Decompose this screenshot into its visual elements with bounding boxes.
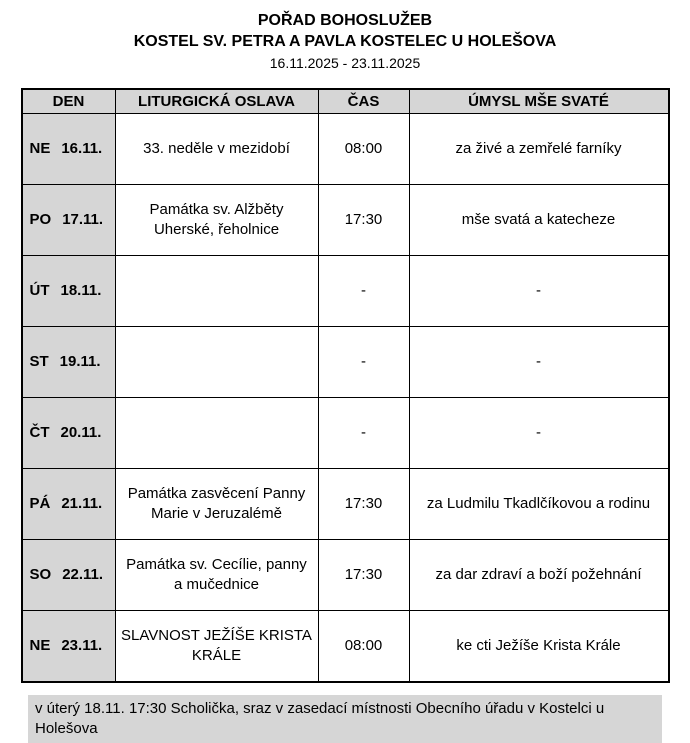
time-cell: - xyxy=(318,327,409,398)
day-date: 21.11. xyxy=(61,495,103,512)
day-cell xyxy=(22,611,116,683)
day-abbrev: ST xyxy=(29,353,49,370)
celebration-cell: SLAVNOST JEŽÍŠE KRISTA KRÁLE xyxy=(115,611,318,683)
day-abbrev: NE xyxy=(29,140,51,157)
intention-cell: mše svatá a katecheze xyxy=(409,185,669,256)
column-header-den: DEN xyxy=(22,89,116,114)
table-row xyxy=(22,185,669,256)
time-cell: 17:30 xyxy=(318,540,409,611)
day-cell xyxy=(22,398,116,469)
intention-cell: ke cti Ježíše Krista Krále xyxy=(409,611,669,683)
footer-note: v úterý 18.11. 17:30 Scholička, sraz v zasedací místnosti Obecního úřadu v Kostelci u Holešova xyxy=(28,695,662,743)
table-row xyxy=(22,327,669,398)
intention-cell: - xyxy=(409,398,669,469)
date-range: 16.11.2025 - 23.11.2025 xyxy=(269,55,421,71)
day-date: 17.11. xyxy=(62,211,104,228)
intention-cell: - xyxy=(409,327,669,398)
intention-cell: za dar zdraví a boží požehnání xyxy=(409,540,669,611)
day-date: 19.11. xyxy=(59,353,101,370)
celebration-cell: Památka sv. Alžběty Uherské, řeholnice xyxy=(115,185,318,256)
day-cell xyxy=(22,114,116,185)
table-row xyxy=(22,611,669,683)
document-header xyxy=(0,0,690,73)
time-cell: 17:30 xyxy=(318,185,409,256)
day-date: 22.11. xyxy=(62,566,104,583)
intention-cell: - xyxy=(409,256,669,327)
day-abbrev: NE xyxy=(29,637,51,654)
day-abbrev: PÁ xyxy=(29,495,51,512)
day-abbrev: SO xyxy=(29,566,52,583)
column-header-intention: ÚMYSL MŠE SVATÉ xyxy=(409,89,669,114)
column-header-time: ČAS xyxy=(318,89,409,114)
celebration-cell: 33. neděle v mezidobí xyxy=(115,114,318,185)
intention-cell: za Ludmilu Tkadlčíkovou a rodinu xyxy=(409,469,669,540)
celebration-cell: Památka zasvěcení Panny Marie v Jeruzalémě xyxy=(115,469,318,540)
day-date: 20.11. xyxy=(60,424,102,441)
table-header-row xyxy=(22,89,669,114)
time-cell: 08:00 xyxy=(318,114,409,185)
time-cell: 08:00 xyxy=(318,611,409,683)
table-row xyxy=(22,114,669,185)
time-cell: 17:30 xyxy=(318,469,409,540)
day-abbrev: PO xyxy=(29,211,52,228)
table-row xyxy=(22,540,669,611)
day-cell xyxy=(22,327,116,398)
day-date: 16.11. xyxy=(61,140,103,157)
celebration-cell xyxy=(115,398,318,469)
day-cell xyxy=(22,256,116,327)
page-subtitle: KOSTEL SV. PETRA A PAVLA KOSTELEC U HOLEŠOVA xyxy=(133,33,557,50)
column-header-celebration: LITURGICKÁ OSLAVA xyxy=(115,89,318,114)
schedule-table xyxy=(21,88,670,683)
table-row xyxy=(22,469,669,540)
intention-cell: za živé a zemřelé farníky xyxy=(409,114,669,185)
table-row xyxy=(22,398,669,469)
day-date: 23.11. xyxy=(61,637,103,654)
table-row xyxy=(22,256,669,327)
day-abbrev: ČT xyxy=(29,424,50,441)
time-cell: - xyxy=(318,256,409,327)
day-cell xyxy=(22,185,116,256)
day-cell xyxy=(22,540,116,611)
day-date: 18.11. xyxy=(60,282,102,299)
day-abbrev: ÚT xyxy=(29,282,50,299)
page-title: POŘAD BOHOSLUŽEB xyxy=(257,12,433,29)
celebration-cell xyxy=(115,256,318,327)
day-cell xyxy=(22,469,116,540)
celebration-cell: Památka sv. Cecílie, panny a mučednice xyxy=(115,540,318,611)
celebration-cell xyxy=(115,327,318,398)
time-cell: - xyxy=(318,398,409,469)
